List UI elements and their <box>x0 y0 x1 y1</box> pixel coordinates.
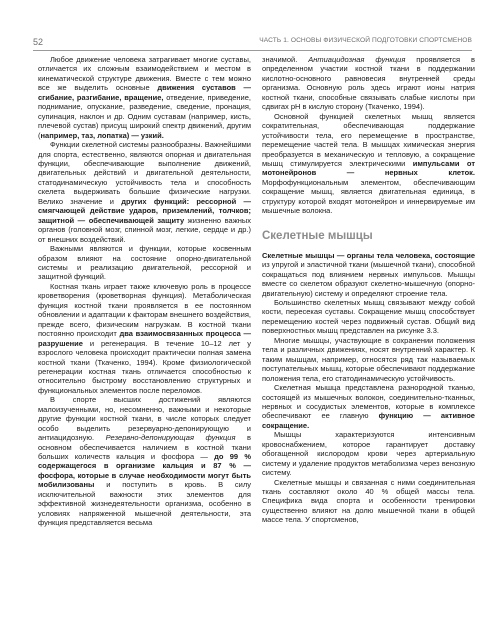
paragraph: Костная ткань играет также ключевую роль в процессе кроветворения (кроветворная функция). Метаболическая функция костной ткани проявляется в ее постоянном обновлении и адаптации к факторам внешнего воздействия, прежде всего, физическим нагрузкам. В костной ткани постоянно происходит два взаимосвязанных процесса — разрушение и регенерация. В течение 10–12 лет у взрослого человека происходит практически полная замена костной ткани (Ткаченко, 1994). Кроме физиологической регенерации костная ткань отличается способностью к относительно быстрому восстановлению структурных и функциональных элементов после переломов. <box>38 281 251 395</box>
paragraph: Важными являются и функции, которые косвенным образом влияют на состояние опорно-двигательной системы и реализацию двигательной, рессорной и защитной функций. <box>38 244 251 282</box>
paragraph: Мышцы характеризуются интенсивным кровоснабжением, которое гарантирует доставку обогащенной кислородом крови через артериальную систему и удаление продуктов метаболизма через венозную систему. <box>262 430 475 478</box>
right-column <box>262 55 475 525</box>
paragraph: Функции скелетной системы разнообразны. Важнейшими для спорта, естественно, являются опорная и двигательная функции, обеспечивающие выполнение движений, двигательных действий и двигательной деятельности, статодинамическую устойчивость тела и способность скелета выдерживать большие физические нагрузки. Велико значение и других функций: рессорной — смягчающей действие ударов, приземлений, толчков; защитной — обеспечивающей защиту жизненно важных органов (головной мозг, спинной мозг, легкие, сердце и др.) от внешних воздействий. <box>38 140 251 244</box>
section-heading: Скелетные мышцы <box>262 229 373 242</box>
paragraph: Многие мышцы, участвующие в сохранении положения тела и различных движениях, носят внутренний характер. К таким мышцам, например, относятся ряд так называемых поступательных мышц, которые обеспечивают поддержание положения тела, его статодинамическую устойчивость. <box>262 335 475 383</box>
paragraph: Основной функцией скелетных мышц является сократительная, обеспечивающая поддержание устойчивости тела, его перемещение в пространстве, перемещение частей тела. В мышцах химическая энергия преобразуется в механическую и тепловую, а сокращение мышц стимулируется электрическими импульсами от мотонейронов — нервных клеток. Морфофункциональным элементом, обеспечивающим сокращение мышц, является двигательная единица, в структуру которой входят мотонейрон и иннервируемые им мышечные волокна. <box>262 111 475 216</box>
paragraph: значимой. Антиацидозная функция проявляется в определенном участии костной ткани в поддержании кислотно-основного равновесия внутренней среды организма. Основную роль здесь играют ионы натрия костной ткани, способные связывать слабые кислоты при сдвигах pH в кислую сторону (Ткаченко, 1994). <box>262 55 475 112</box>
header-rule <box>33 50 472 51</box>
paragraph: Скелетные мышцы и связанная с ними соединительная ткань составляют около 40 % общей массы тела. Специфика вида спорта и особенности тренировки существенно влияют на долю мышечной ткани в общей массе тела. У спортсменов, <box>262 477 475 525</box>
paragraph: Любое движение человека затрагивает многие суставы, отличается их сложным взаимодействием и местом в кинематической структуре движения. Вместе с тем можно все же выделить основные движения суставов — сгибание, разгибание, вращение, отведение, приведение, поднимание, опускание, разведение, сведение, пронация, супинация, наклон и др. Одним суставам (например, кисть, плечевой сустав) присущ широкий спектр движений, другим (например, таз, лопатка) — узкий. <box>38 55 251 140</box>
running-head: ЧАСТЬ 1. ОСНОВЫ ФИЗИЧЕСКОЙ ПОДГОТОВКИ СПОРТСМЕНОВ <box>259 37 472 44</box>
left-column <box>38 55 251 528</box>
paragraph: Скелетные мышцы — органы тела человека, состоящие из упругой и эластичной ткани (мышечной ткани), способной сокращаться под влиянием нервных импульсов. Мышцы вместе со скелетом образуют скелетно-мышечную (опорно-двигательную) систему и определяют строение тела. <box>262 250 475 298</box>
paragraph: Большинство скелетных мышц связывают между собой кости, пересекая суставы. Сокращение мышц способствует перемещению костей через подвижный сустав. Общий вид поверхностных мышц представлен на рисунке 3.3. <box>262 297 475 336</box>
page-number: 52 <box>33 37 44 47</box>
paragraph: Скелетная мышца представлена разнородной тканью, состоящей из мышечных волокон, соединительно-тканных, нервных и сосудистых элементов, которые в комплексе обеспечивают ее главную функцию — активное сокращение. <box>262 383 475 430</box>
paragraph: В спорте высших достижений являются малоизученными, но, несомненно, важными и некоторые другие функции костной ткани, в числе которых следует особо выделить резервуарно-депонирующую и антиацидозную. Резервно-депонирующая функция в основном обеспечивается наличием в костной ткани больших количеств кальция и фосфора — до 99 % содержащегося в организме кальция и 87 % — фосфора, которые в случае необходимости могут быть мобилизованы и поступить в кровь. В силу исключительной важности этих элементов для эффективной жизнедеятельности организма, особенно в условиях напряженной мышечной деятельности, эта функция представляется весьма <box>38 395 251 528</box>
